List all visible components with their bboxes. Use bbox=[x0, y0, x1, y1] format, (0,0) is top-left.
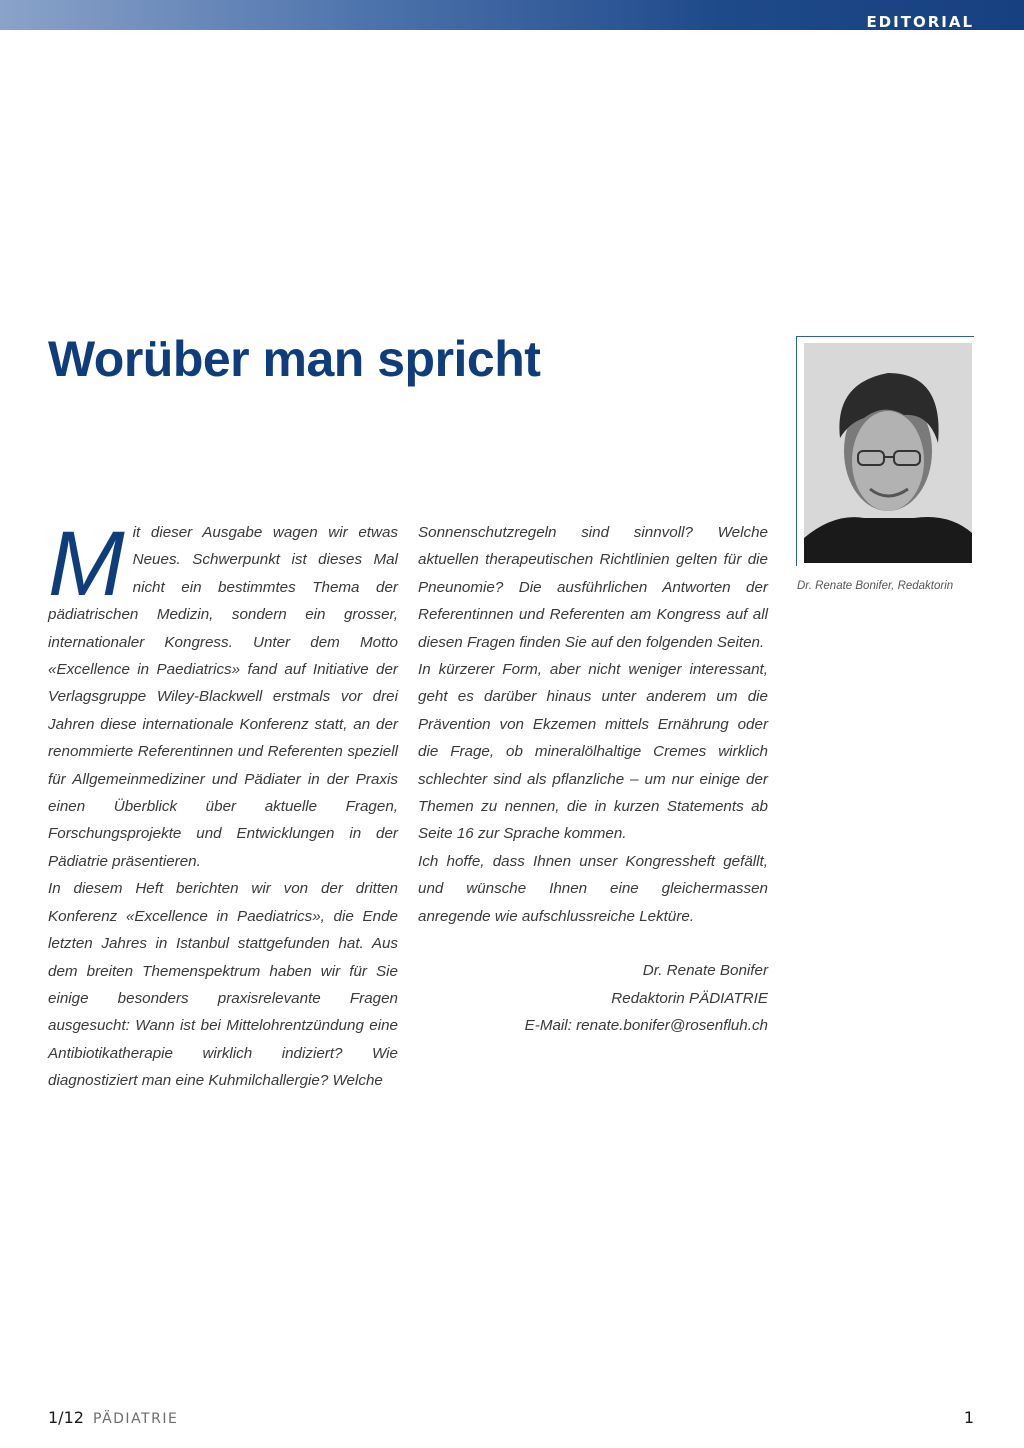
issue-number: 1/12 bbox=[48, 1408, 84, 1427]
dropcap: M bbox=[48, 513, 125, 615]
author-photo bbox=[804, 343, 972, 563]
magazine-name: PÄDIATRIE bbox=[93, 1411, 179, 1427]
paragraph: Sonnenschutzregeln sind sinnvoll? Welche aktuellen therapeutischen Richtlinien gelten für die Pneunomie? Die ausführlichen Antworten der Referentinnen und Referenten am Kongress auf all diesen Fragen finden Sie auf den folgenden Seiten. bbox=[418, 524, 768, 651]
left-column bbox=[48, 513, 398, 1095]
photo-caption: Dr. Renate Bonifer, Redaktorin bbox=[797, 580, 954, 592]
paragraph: In diesem Heft berichten wir von der dritten Konferenz «Excellence in Paediatrics», die Ende letzten Jahres in Istanbul stattgefunden hat. Aus dem breiten Themenspektrum haben wir für Sie einige besonders praxisrelevante Fragen ausgesucht: Wann ist bei Mittelohrentzündung eine Antibiotikatherapie wirklich indiziert? Wie diagnostiziert man eine Kuhmilchallergie? Welche bbox=[48, 880, 398, 1090]
paragraph: Ich hoffe, dass Ihnen unser Kongressheft gefällt, und wünsche Ihnen eine gleichermassen anregende wie aufschlussreiche Lektüre. bbox=[418, 852, 768, 925]
footer-issue bbox=[48, 1408, 178, 1427]
author-role: Redaktorin PÄDIATRIE bbox=[611, 989, 768, 1007]
right-column bbox=[418, 519, 768, 1040]
author-name: Dr. Renate Bonifer bbox=[642, 962, 768, 980]
signature-block bbox=[418, 957, 768, 1039]
page-title: Worüber man spricht bbox=[48, 331, 541, 387]
page-number: 1 bbox=[963, 1408, 974, 1427]
author-email: E-Mail: renate.bonifer@rosenfluh.ch bbox=[524, 1017, 768, 1035]
paragraph bbox=[48, 513, 398, 875]
section-label: EDITORIAL bbox=[866, 13, 974, 31]
portrait-image bbox=[804, 343, 972, 563]
paragraph-text: it dieser Ausgabe wagen wir etwas Neues. Schwerpunkt ist dieses Mal nicht ein bestimmtes Thema der pädiatrischen Medizin, sondern ein grosser, internationaler Kongress. Unter dem Motto «Excellence in Paediatrics» fand auf Initiative der Verlagsgruppe Wiley-Blackwell erstmals vor drei Jahren diese internationale Konferenz statt, an der renommierte Referentinnen und Referenten speziell für Allgemeinmediziner und Pädiater in der Praxis einen Überblick über aktuelle Fragen, Forschungsprojekte und Entwicklungen in der Pädiatrie präsentieren. bbox=[48, 524, 398, 870]
paragraph: In kürzerer Form, aber nicht weniger interessant, geht es darüber hinaus unter anderem um die Prävention von Ekzemen mittels Ernährung oder die Frage, ob mineralölhaltige Cremes wirklich schlechter sind als pflanzliche – um nur einige der Themen zu nennen, die in kurzen Statements ab Seite 16 zur Sprache kommen. bbox=[418, 661, 768, 843]
